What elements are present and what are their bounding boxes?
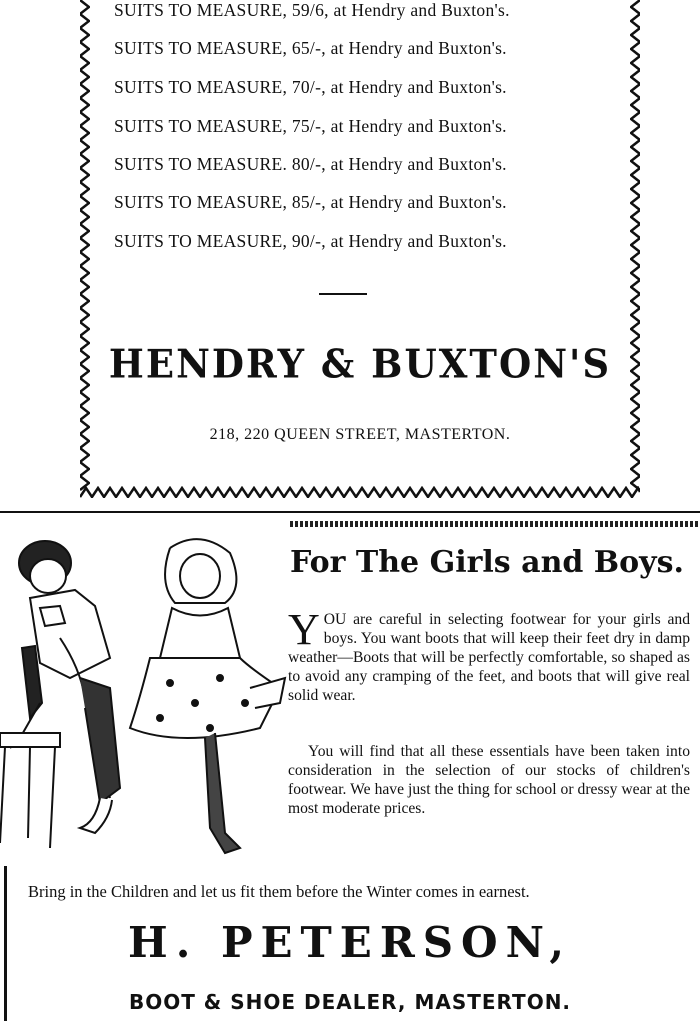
girl-figure bbox=[130, 539, 285, 853]
zigzag-border-bottom bbox=[80, 486, 640, 498]
hatched-header-bar bbox=[290, 521, 700, 527]
peterson-call-to-action: Bring in the Children and let us fit them before the Winter comes in earnest. bbox=[28, 882, 530, 901]
short-rule-divider bbox=[319, 293, 367, 295]
suit-price-line: SUITS TO MEASURE, 59/6, at Hendry and Buxton's. bbox=[114, 0, 510, 20]
peterson-name: H. PETERSON, bbox=[128, 918, 572, 967]
paragraph-1-text: OU are careful in selecting footwear for your girls and boys. You want boots that will keep their feet dry in damp weather—Boots that will be perfectly comfortable, so shaped as to avoid any cramping of the feet, and boots that will give real solid wear. bbox=[288, 611, 690, 704]
hendry-buxton-ad bbox=[80, 0, 640, 498]
peterson-dealer-line: BOOT & SHOE DEALER, MASTERTON. bbox=[128, 990, 572, 1014]
suit-price-line: SUITS TO MEASURE, 65/-, at Hendry and Buxton's. bbox=[114, 38, 507, 58]
peterson-paragraph-1 bbox=[288, 605, 690, 705]
suit-price-line: SUITS TO MEASURE, 90/-, at Hendry and Buxton's. bbox=[114, 231, 507, 251]
suit-price-line: SUITS TO MEASURE, 75/-, at Hendry and Buxton's. bbox=[114, 116, 507, 136]
suit-price-line: SUITS TO MEASURE, 85/-, at Hendry and Buxton's. bbox=[114, 192, 507, 212]
children-illustration bbox=[0, 528, 290, 858]
zigzag-border-left bbox=[80, 0, 90, 492]
peterson-paragraph-2: You will find that all these essentials have been taken into consideration in the selection of our stocks of children's footwear. We have just the thing for school or dressy wear at the most moderate prices. bbox=[288, 743, 690, 817]
suit-price-line: SUITS TO MEASURE, 70/-, at Hendry and Buxton's. bbox=[114, 77, 507, 97]
column-divider-rule bbox=[0, 511, 700, 513]
boy-figure bbox=[0, 541, 120, 848]
hendry-buxton-name: HENDRY & BUXTON'S bbox=[108, 340, 612, 388]
drop-cap: Y bbox=[288, 605, 320, 654]
suit-price-line: SUITS TO MEASURE. 80/-, at Hendry and Buxton's. bbox=[114, 154, 507, 174]
peterson-headline: For The Girls and Boys. bbox=[290, 545, 684, 580]
hendry-buxton-address: 218, 220 QUEEN STREET, MASTERTON. bbox=[209, 426, 511, 443]
